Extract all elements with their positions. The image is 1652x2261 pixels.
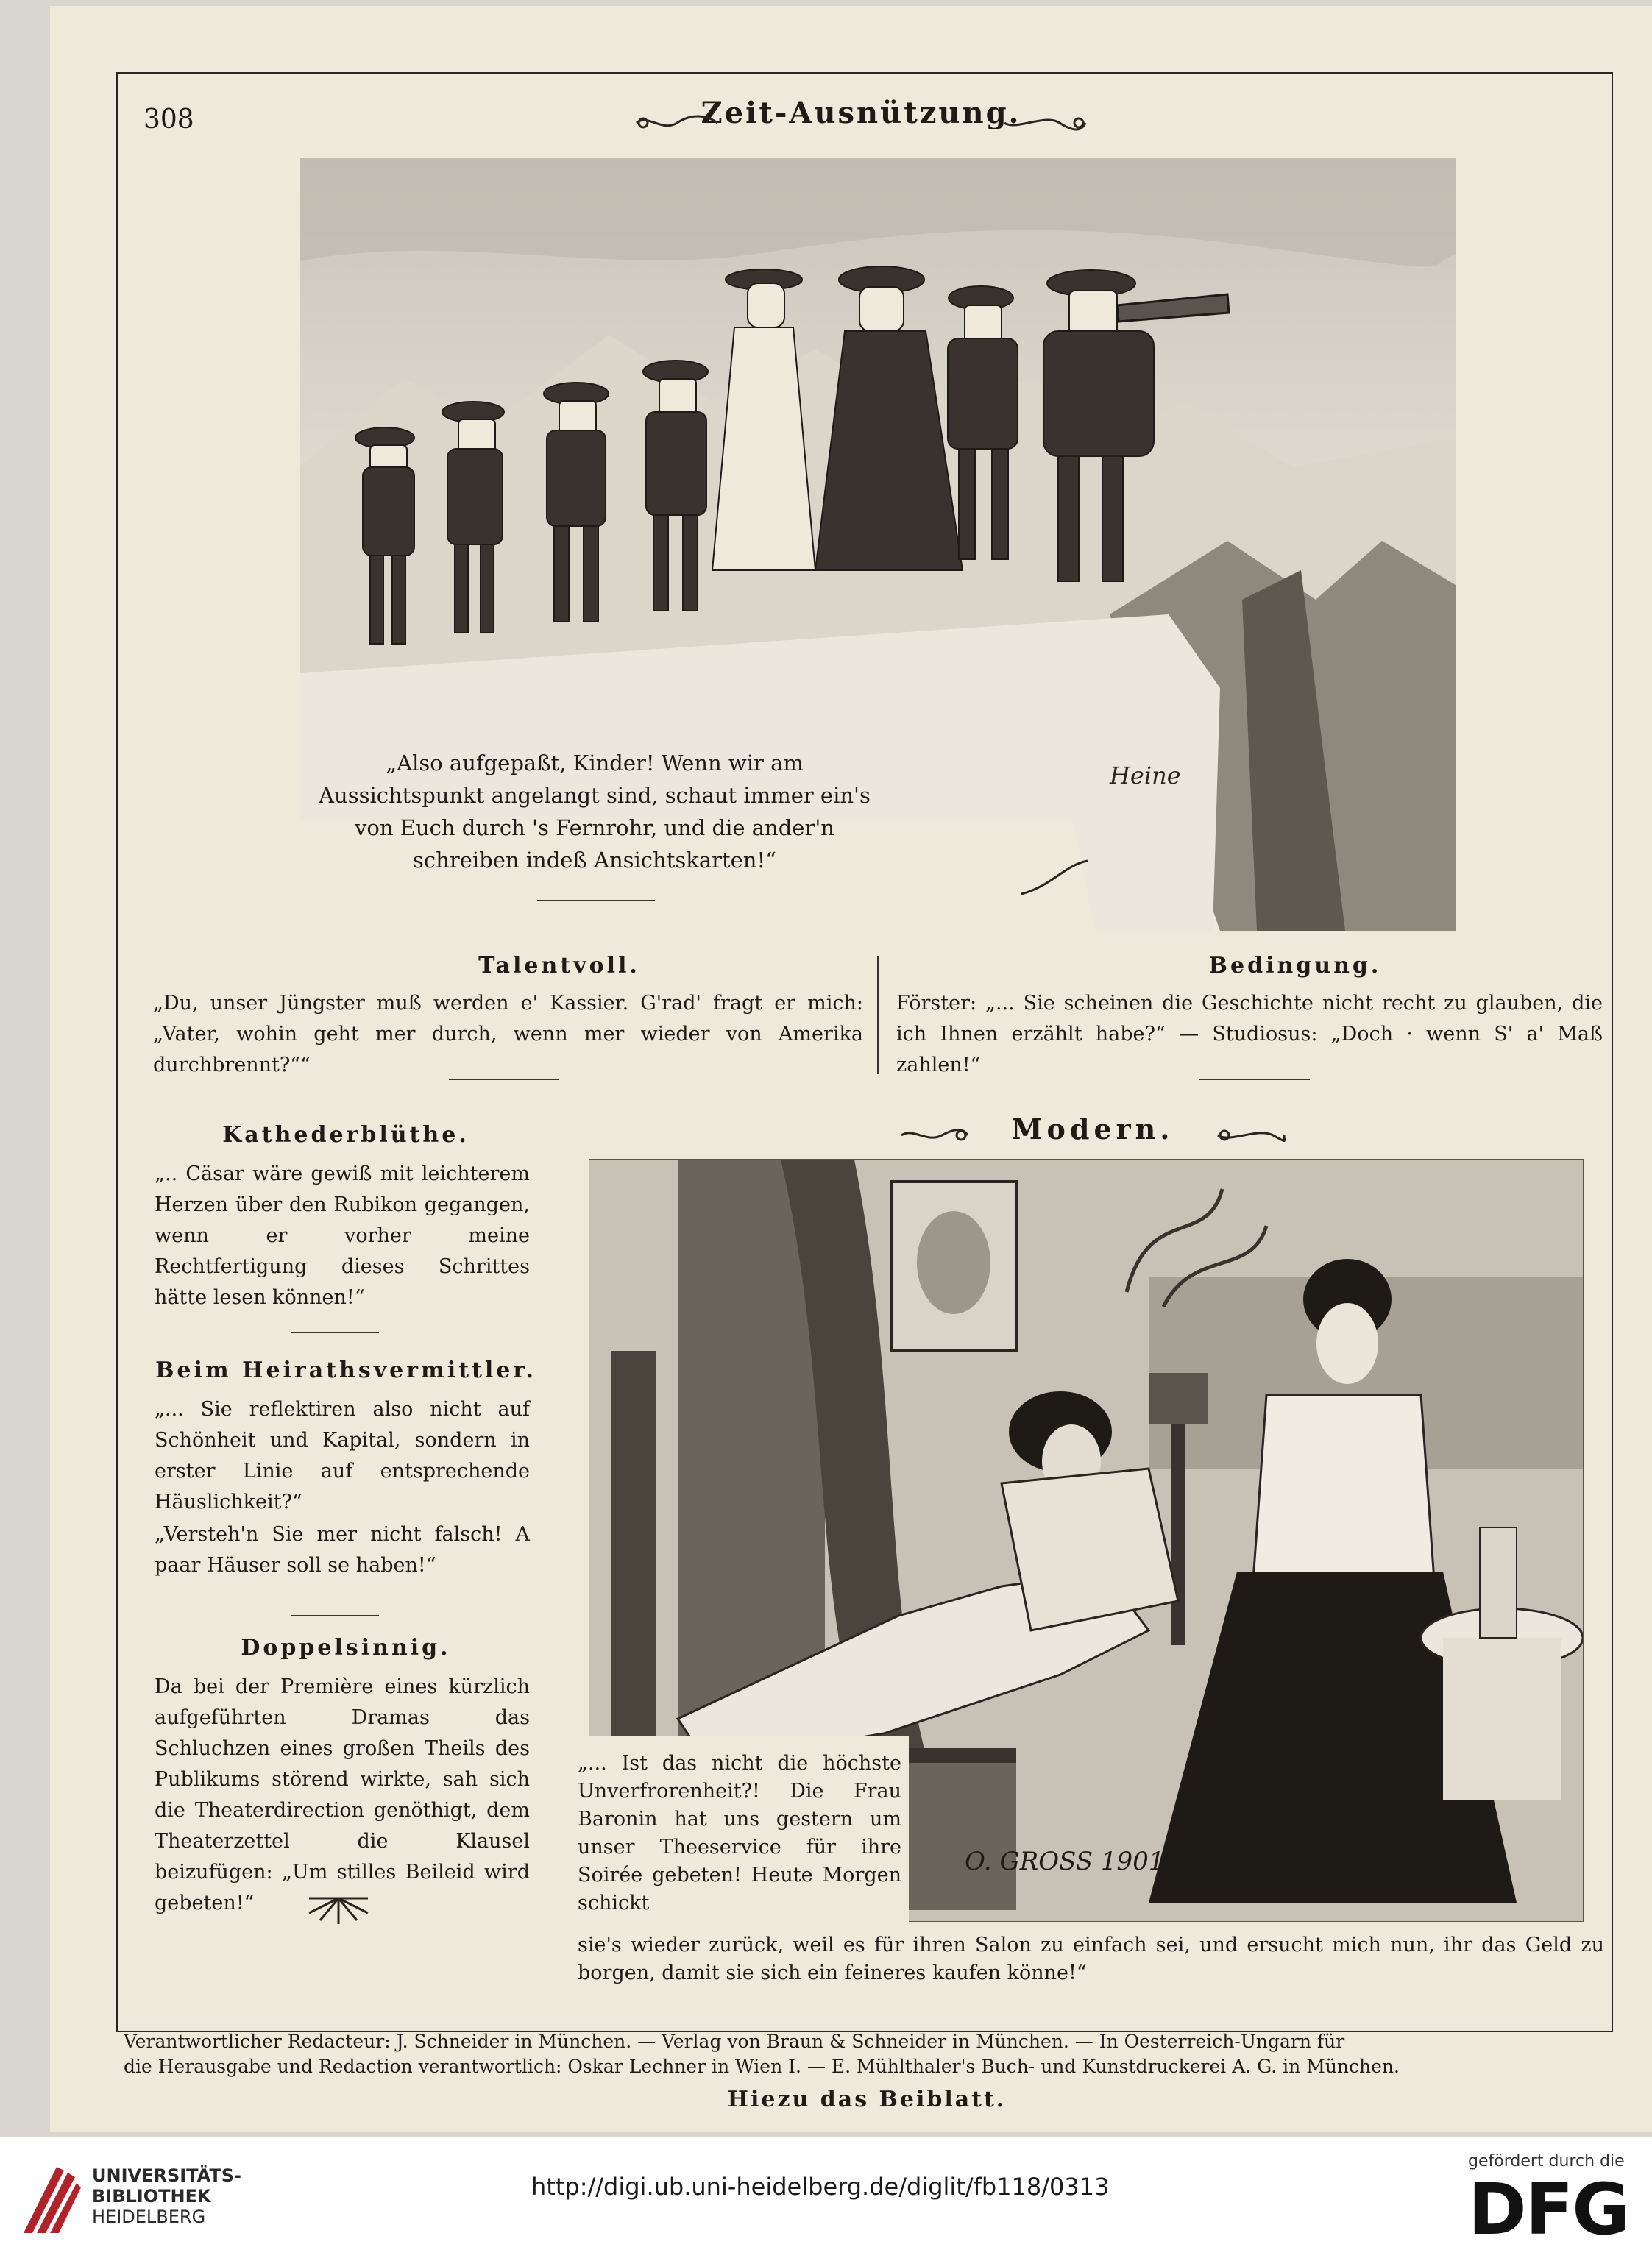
running-header xyxy=(603,96,1119,130)
permalink-url[interactable]: http://digi.ub.uni-heidelberg.de/diglit/fb118/0313 xyxy=(531,2173,1110,2201)
artist-signature-gross: O. GROSS 1901 xyxy=(965,1847,1165,1876)
funded-by-label: gefördert durch die xyxy=(1468,2152,1625,2171)
modern-header xyxy=(883,1112,1302,1146)
page-number: 308 xyxy=(143,104,194,135)
text-bedingung: Förster: „... Sie scheinen die Geschichte nicht recht zu glauben, die ich Ihnen erzählt habe?“ — Studiosus: „Doch · wenn S' a' Maß zahlen!“ xyxy=(896,992,1603,1076)
library-name-line-3: HEIDELBERG xyxy=(92,2207,206,2227)
ornament-left-icon xyxy=(633,112,721,134)
heading-talentvoll: Talentvoll. xyxy=(478,953,640,979)
heading-modern: Modern. xyxy=(1011,1112,1174,1146)
top-caption: „Also aufgepaßt, Kinder! Wenn wir am Aussichtspunkt angelangt sind, schaut immer ein's von Euch durch 's Fernrohr, und die ander'n schreiben indeß Ansichtskarten!“ xyxy=(319,750,871,873)
artist-signature-heine: Heine xyxy=(1110,762,1181,789)
library-name-line-2: BIBLIOTHEK xyxy=(92,2186,211,2207)
imprint-line-1: Verantwortlicher Redacteur: J. Schneider in München. — Verlag von Braun & Schneider in München. — In Oesterreich-Ungarn für xyxy=(124,2031,1345,2052)
running-title: Zeit-Ausnützung. xyxy=(701,96,1021,130)
text-heirath-2: „Versteh'n Sie mer nicht falsch! A paar Häuser soll se haben!“ xyxy=(155,1523,530,1577)
library-logo-icon xyxy=(16,2159,81,2240)
library-name xyxy=(92,2165,241,2227)
heading-doppel: Doppelsinnig. xyxy=(241,1635,451,1661)
heading-katheder: Kathederblüthe. xyxy=(222,1122,469,1148)
text-doppel: Da bei der Première eines kürzlich aufgeführten Dramas das Schluchzen eines großen Theils des Publikums störend wirkte, sah sich die Theaterdirection genöthigt, dem Theaterzettel die Klausel beizufügen: „Um stilles Beileid wird gebeten!“ xyxy=(155,1675,530,1914)
caption-modern-tail: sie's wieder zurück, weil es für ihren Salon zu einfach sei, und ersucht mich nun, ihr das Geld zu borgen, damit sie sich ein feineres kaufen könne!“ xyxy=(578,1934,1604,1984)
imprint-line-2: die Herausgabe und Redaction verantwortlich: Oskar Lechner in Wien I. — E. Mühlthaler's Buch- und Kunstdruckerei A. G. in München. xyxy=(124,2056,1400,2077)
ornament-modern-left-icon xyxy=(898,1126,971,1145)
text-katheder: „.. Cäsar wäre gewiß mit leichterem Herzen über den Rubikon gegangen, wenn er vorher meine Rechtfertigung dieses Schrittes hätte lesen können!“ xyxy=(155,1163,530,1309)
text-talentvoll: „Du, unser Jüngster muß werden e' Kassier. G'rad' fragt er mich: „Vater, wohin geht mer durch, wenn mer wieder von Amerika durchbrennt?““ xyxy=(153,992,863,1076)
text-heirath-1: „... Sie reflektiren also nicht auf Schönheit und Kapital, sondern in erster Linie auf entsprechende Häuslichkeit?“ xyxy=(155,1398,530,1513)
heading-bedingung: Bedingung. xyxy=(1208,953,1382,979)
column-divider-upper xyxy=(877,956,879,1074)
heading-heirath: Beim Heirathsvermittler. xyxy=(155,1357,536,1383)
library-name-line-1: UNIVERSITÄTS- xyxy=(92,2165,242,2186)
divider-heirath xyxy=(291,1615,379,1616)
divider-talentvoll xyxy=(449,1079,559,1080)
caption-modern-inset: „... Ist das nicht die höchste Unverfrorenheit?! Die Frau Baronin hat uns gestern um unser Theeservice für ihre Soirée gebeten! Heute Morgen schickt xyxy=(578,1752,901,1914)
dfg-logo: DFG xyxy=(1468,2168,1629,2251)
footer-bar xyxy=(0,2137,1652,2261)
divider-top xyxy=(537,900,655,901)
imprint-beiblatt: Hiezu das Beiblatt. xyxy=(727,2087,1007,2112)
sunburst-ornament-icon xyxy=(302,1891,375,1928)
ornament-right-icon xyxy=(1001,112,1089,134)
ornament-modern-right-icon xyxy=(1214,1126,1288,1145)
divider-bedingung xyxy=(1199,1079,1310,1080)
divider-katheder xyxy=(291,1332,379,1333)
